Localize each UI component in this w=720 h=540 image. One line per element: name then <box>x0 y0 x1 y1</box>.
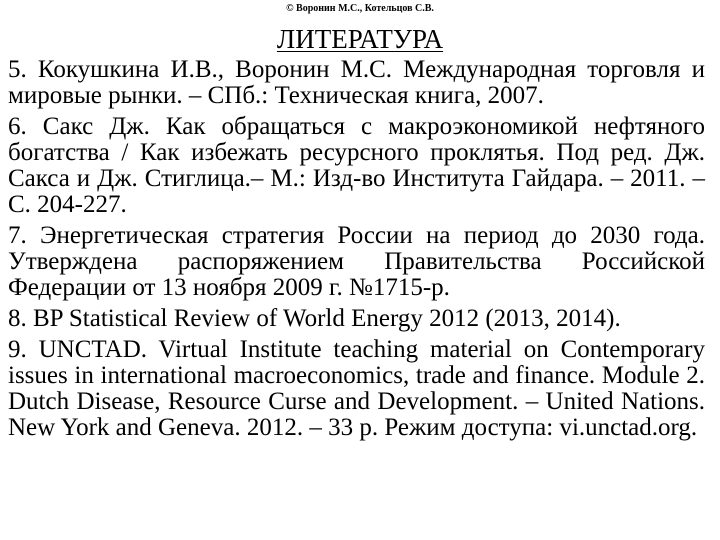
reference-list <box>8 57 705 446</box>
page-title <box>0 22 720 56</box>
reference-item-9: 9. UNCTAD. Virtual Institute teaching material on Contemporary issues in international macroeconomics, trade and finance. Module 2. Dutch Disease, Resource Curse and Development. – United Nations. New York and Geneva. 2012. – 33 p. Режим доступа: vi.unctad.org. <box>8 336 705 441</box>
copyright-line: © Воронин М.С., Котельцов С.В. <box>286 3 434 14</box>
reference-item-6: 6. Сакс Дж. Как обращаться с макроэкономикой нефтяного богатства / Как избежать ресурсного проклятья. Под ред. Дж. Сакса и Дж. Стиглица.– М.: Изд-во Института Гайдара. – 2011. – С. 204-227. <box>8 113 705 218</box>
page-title-text: ЛИТЕРАТУРА <box>276 24 444 54</box>
reference-item-5: 5. Кокушкина И.В., Воронин М.С. Международная торговля и мировые рынки. – СПб.: Техническая книга, 2007. <box>8 56 705 109</box>
reference-item-7: 7. Энергетическая стратегия России на период до 2030 года. Утверждена распоряжением Правительства Российской Федерации от 13 ноября 2009 г. №1715-р. <box>8 222 705 301</box>
reference-item-8: 8. BP Statistical Review of World Energy 2012 (2013, 2014). <box>8 305 621 332</box>
